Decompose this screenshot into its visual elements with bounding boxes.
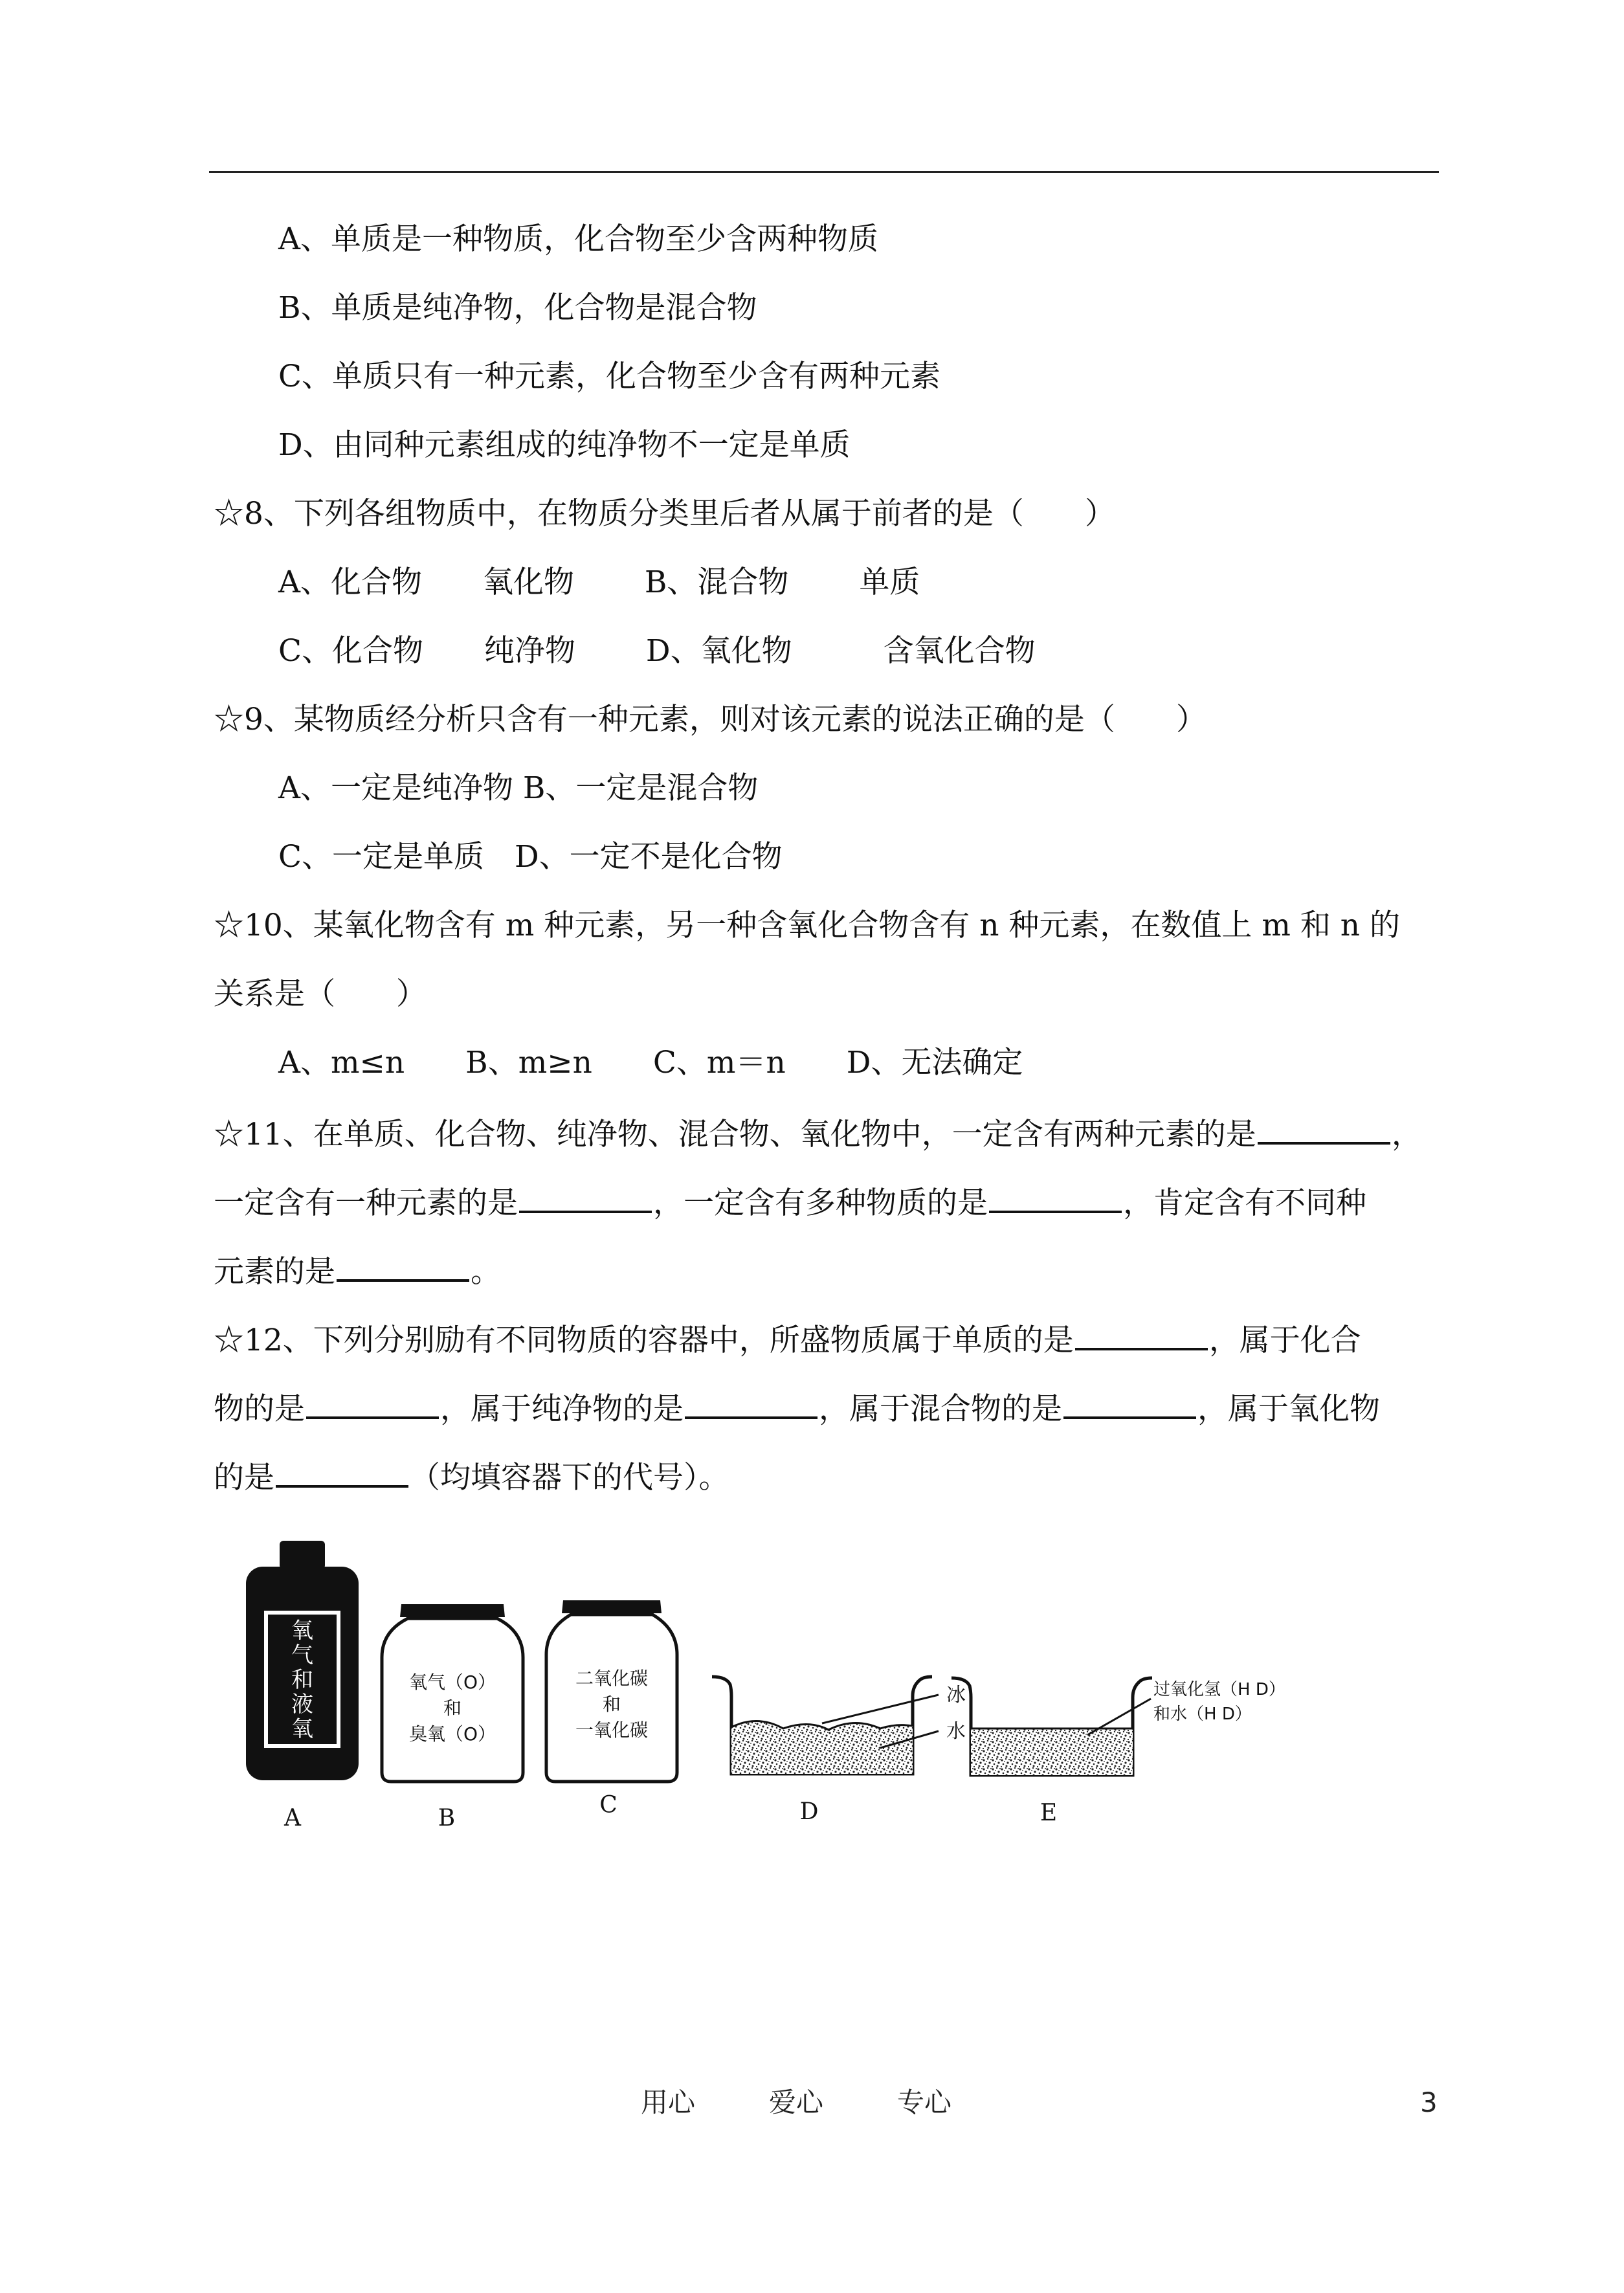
q7-option-b: B、单质是纯净物，化合物是混合物 (278, 290, 757, 326)
q12-line2 (214, 1387, 1380, 1429)
q11-line3a: 元素的是 (214, 1254, 335, 1290)
container-a-text-4: 液 (291, 1692, 313, 1717)
q9-stem: ☆9、某物质经分析只含有一种元素，则对该元素的说法正确的是（ ） (214, 702, 1207, 737)
container-b-text-2: 和 (443, 1697, 462, 1719)
q12-line1a: ☆12、下列分别励有不同物质的容器中，所盛物质属于单质的是 (214, 1323, 1074, 1358)
answer-blank[interactable] (1075, 1318, 1208, 1350)
q8-options-line2: C、化合物 纯净物 D、氧化物 含氧化合物 (278, 633, 1036, 669)
q10-stem-line1: ☆10、某氧化物含有 m 种元素，另一种含氧化合物含有 n 种元素，在数值上 m 和 n 的 (214, 908, 1400, 943)
container-d-ice-label: 冰 (946, 1684, 966, 1706)
q11-line3 (214, 1249, 501, 1292)
q10-options: A、m≤n B、m≥n C、m＝n D、无法确定 (278, 1045, 1023, 1080)
q12-line3 (214, 1455, 729, 1497)
container-a-text-3: 和 (291, 1667, 313, 1693)
q12-line3b: （均填容器下的代号）。 (410, 1460, 729, 1495)
q8-options-line1: A、化合物 氧化物 B、混合物 单质 (278, 565, 920, 600)
q12-line2c: ，属于混合物的是 (819, 1391, 1062, 1427)
answer-blank[interactable] (337, 1249, 469, 1282)
answer-blank[interactable] (989, 1181, 1122, 1213)
answer-blank[interactable] (1258, 1112, 1390, 1145)
container-a-text-5: 氧 (291, 1716, 313, 1742)
q7-option-a: A、单质是一种物质，化合物至少含两种物质 (278, 221, 878, 257)
container-e-letter: E (1040, 1800, 1058, 1826)
container-a-text-1: 氧 (291, 1618, 313, 1644)
q8-stem: ☆8、下列各组物质中，在物质分类里后者从属于前者的是（ ） (214, 496, 1115, 531)
q9-options-line2: C、一定是单质 D、一定不是化合物 (278, 839, 783, 875)
answer-blank[interactable] (306, 1387, 439, 1419)
containers-svg (239, 1541, 1392, 1839)
container-c-text-2: 和 (602, 1694, 621, 1715)
footer-motto-1: 用心 (641, 2086, 696, 2118)
container-d-water-label: 水 (946, 1720, 966, 1743)
answer-blank[interactable] (1063, 1387, 1196, 1419)
q7-option-d: D、由同种元素组成的纯净物不一定是单质 (278, 427, 851, 463)
footer-motto-2: 爱心 (769, 2086, 824, 2118)
container-b-jar (382, 1604, 523, 1782)
answer-blank[interactable] (685, 1387, 818, 1419)
container-a-text-2: 气 (291, 1642, 313, 1668)
page-number: 3 (1420, 2086, 1438, 2118)
containers-figure (239, 1541, 1392, 1839)
answer-blank[interactable] (276, 1455, 408, 1488)
q9-options-line1: A、一定是纯净物 B、一定是混合物 (278, 770, 759, 806)
container-c-letter: C (599, 1792, 617, 1818)
q11-line1-end: ， (1391, 1117, 1422, 1152)
container-e-label-1: 过氧化氢（H D） (1153, 1680, 1285, 1699)
q12-line2a: 物的是 (214, 1391, 305, 1427)
q11-line1 (214, 1112, 1422, 1154)
q12-line1b: ，属于化合 (1208, 1323, 1361, 1358)
q11-line2a: 一定含有一种元素的是 (214, 1185, 518, 1221)
q12-line2b: ，属于纯净物的是 (440, 1391, 684, 1427)
q11-line2b: ，一定含有多种物质的是 (653, 1185, 988, 1221)
container-e-label-2: 和水（H D） (1153, 1705, 1252, 1724)
container-c-jar (546, 1600, 677, 1782)
container-a-letter: A (284, 1805, 301, 1831)
q11-line3b: 。 (471, 1254, 501, 1290)
q11-line2 (214, 1181, 1366, 1223)
container-b-letter: B (438, 1805, 456, 1831)
container-d-beaker (712, 1677, 966, 1774)
answer-blank[interactable] (519, 1181, 652, 1213)
q12-line1 (214, 1318, 1361, 1360)
container-d-letter: D (799, 1798, 819, 1825)
header-rule (209, 171, 1439, 173)
footer-motto-3: 专心 (897, 2086, 952, 2118)
container-e-beaker (951, 1678, 1285, 1775)
q12-line3a: 的是 (214, 1460, 274, 1495)
container-c-text-3: 一氧化碳 (575, 1719, 649, 1741)
container-c-text-1: 二氧化碳 (575, 1668, 649, 1689)
q7-option-c: C、单质只有一种元素，化合物至少含有两种元素 (278, 359, 940, 394)
q11-line2c: ，肯定含有不同种 (1123, 1185, 1366, 1221)
container-a-bottle (246, 1541, 359, 1780)
q12-line2d: ，属于氧化物 (1197, 1391, 1380, 1427)
container-b-text-3: 臭氧（O） (408, 1723, 496, 1745)
q10-stem-line2: 关系是（ ） (214, 976, 427, 1012)
q11-line1-text: ☆11、在单质、化合物、纯净物、混合物、氧化物中，一定含有两种元素的是 (214, 1117, 1256, 1152)
container-b-text-1: 氧气（O） (408, 1672, 496, 1693)
